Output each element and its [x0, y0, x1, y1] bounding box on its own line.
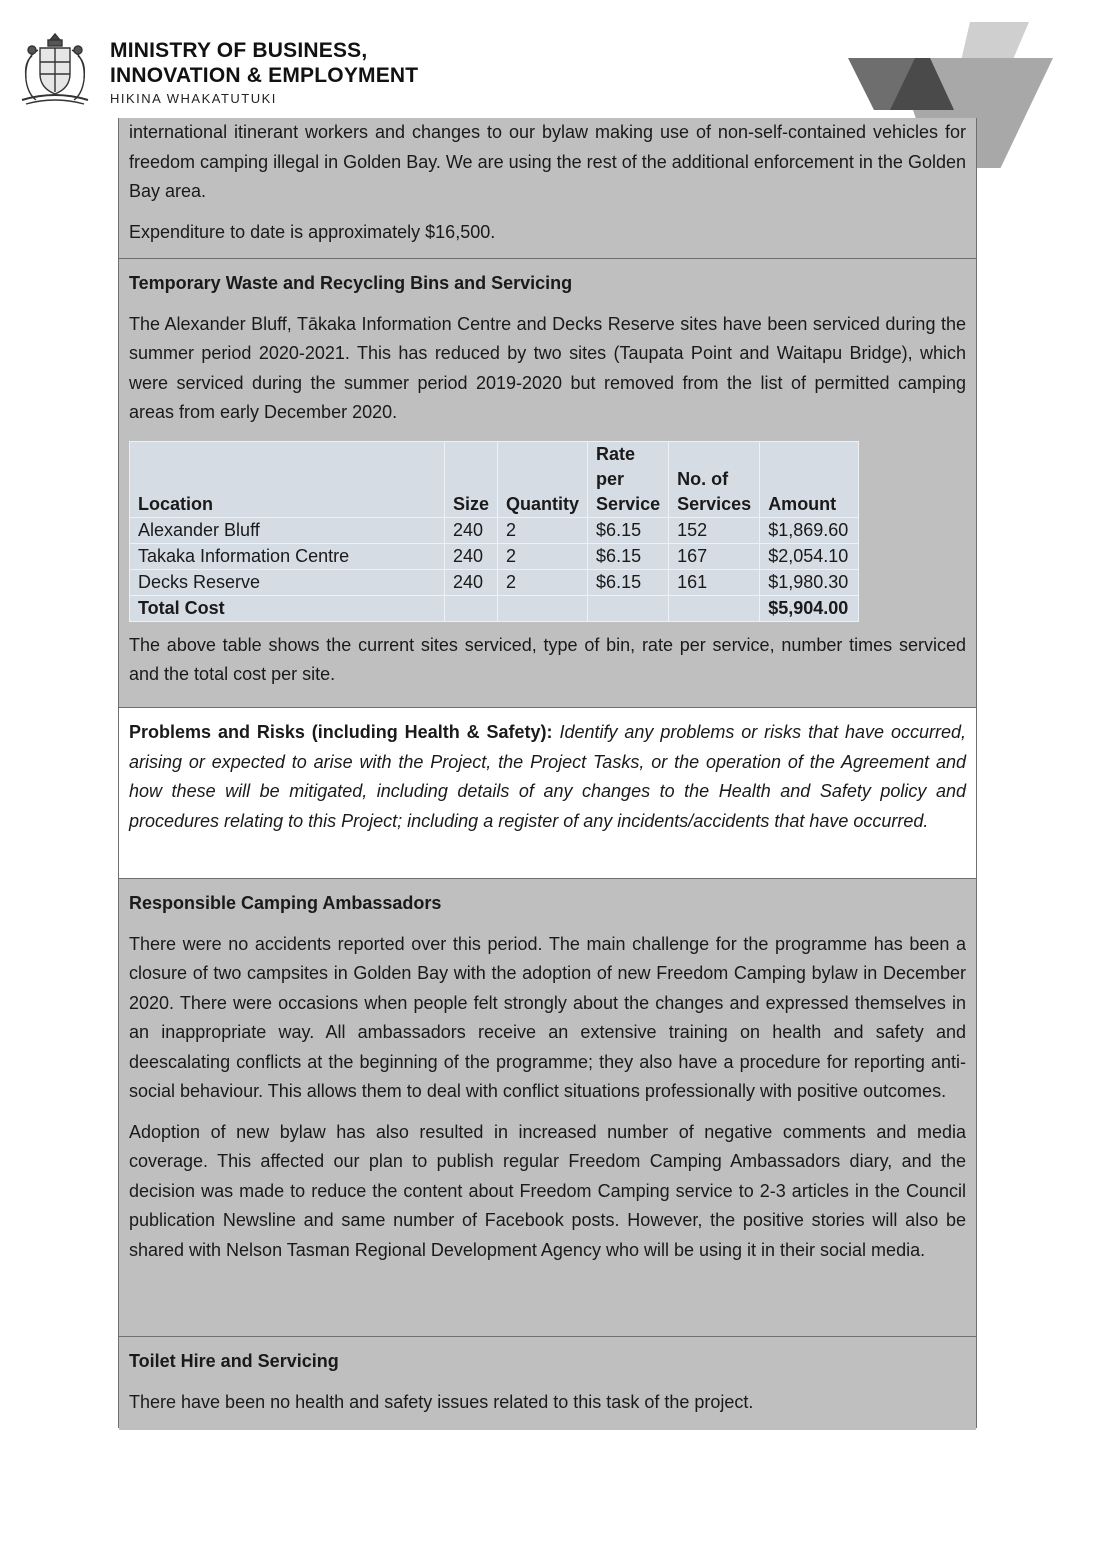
col-rate-line1: Rate [596, 443, 636, 464]
nz-coat-of-arms-icon [12, 30, 98, 110]
col-rate-line3: Service [596, 493, 661, 514]
table-row [130, 569, 859, 595]
expenditure-text: Expenditure to date is approximately $16,500. [129, 221, 496, 242]
page-header [0, 0, 1093, 118]
problems-text [129, 718, 966, 836]
ambassadors-section [119, 879, 976, 1337]
table-caption: The above table shows the current sites serviced, type of bin, rate per service, number times serviced and the total cost per site. [129, 634, 966, 684]
toilet-section [119, 1337, 976, 1430]
cell-size: 240 [445, 517, 498, 543]
cell-services: 152 [669, 517, 760, 543]
cell-quantity: 2 [498, 543, 588, 569]
table-total-row [130, 595, 859, 621]
toilet-paragraph: There have been no health and safety issues related to this task of the project. [129, 1391, 754, 1412]
col-rate-line2: per [596, 468, 625, 489]
waste-paragraph: The Alexander Bluff, Tākaka Information Centre and Decks Reserve sites have been serviced during the summer period 2020-2021. This has reduced by two sites (Taupata Point and Waitapu Bridge), which were serviced during the summer period 2019-2020 but removed from the list of permitted camping areas from early December 2020. [129, 313, 966, 422]
cell-rate: $6.15 [588, 543, 669, 569]
col-amount: Amount [760, 441, 859, 517]
cell-amount: $1,980.30 [760, 569, 859, 595]
cell-services: 167 [669, 543, 760, 569]
ambassadors-paragraph-2: Adoption of new bylaw has also resulted in increased number of negative comments and media coverage. This affected our plan to publish regular Freedom Camping Ambassadors diary, and the decision was made to reduce the content about Freedom Camping service to 2-3 articles in the Council publication Newsline and same number of Facebook posts. However, the positive stories will also be shared with Nelson Tasman Regional Development Agency who will be using it in their social media. [129, 1121, 966, 1260]
cell-location: Takaka Information Centre [130, 543, 445, 569]
org-name-line2: INNOVATION & EMPLOYMENT [110, 64, 419, 87]
problems-instruction: Identify any problems or risks that have occurred, arising or expected to arise with the Project, the Project Tasks, or the operation of the Agreement and how these will be mitigated, including details of any changes to the Health and Safety policy and procedures relating to this Project; including a register of any incidents/accidents that have occurred. [129, 722, 966, 831]
problems-label: Problems and Risks (including Health & Safety): [129, 722, 553, 742]
report-table [118, 118, 977, 1428]
table-row [130, 543, 859, 569]
org-maori-name: HIKINA WHAKATUTUKI [110, 91, 277, 106]
cell-rate: $6.15 [588, 517, 669, 543]
col-services-line2: Services [677, 493, 752, 514]
cell-size: 240 [445, 569, 498, 595]
col-services [669, 441, 760, 517]
ambassadors-heading: Responsible Camping Ambassadors [129, 893, 442, 913]
col-size: Size [445, 441, 498, 517]
col-services-line1: No. of [677, 468, 729, 489]
waste-heading: Temporary Waste and Recycling Bins and Servicing [129, 273, 573, 293]
table-row [130, 517, 859, 543]
org-name-line1: MINISTRY OF BUSINESS, [110, 39, 368, 62]
ambassadors-paragraph-1: There were no accidents reported over this period. The main challenge for the programme has been a closure of two campsites in Golden Bay with the adoption of new Freedom Camping bylaw in December 2020. There were occasions when people felt strongly about the changes and expressed themselves in an inappropriate way. All ambassadors receive an extensive training on health and safety and deescalating conflicts at the beginning of the programme; they also have a procedure for reporting anti-social behaviour. This allows them to deal with conflict situations professionally with positive outcomes. [129, 933, 966, 1101]
problems-section [119, 708, 976, 879]
col-location: Location [130, 441, 445, 517]
ministry-wordmark [110, 38, 418, 106]
waste-section [119, 259, 976, 708]
bin-cost-table [129, 441, 859, 622]
cell-location: Decks Reserve [130, 569, 445, 595]
cell-rate: $6.15 [588, 569, 669, 595]
total-label: Total Cost [130, 595, 445, 621]
cell-amount: $1,869.60 [760, 517, 859, 543]
col-quantity: Quantity [498, 441, 588, 517]
cell-location: Alexander Bluff [130, 517, 445, 543]
intro-paragraph: international itinerant workers and changes to our bylaw making use of non-self-contained vehicles for freedom camping illegal in Golden Bay. We are using the rest of the additional enforcement in the Golden Bay area. [129, 122, 966, 201]
cell-quantity: 2 [498, 569, 588, 595]
intro-section [119, 118, 976, 259]
total-amount: $5,904.00 [760, 595, 859, 621]
table-header-row [130, 441, 859, 517]
col-rate [588, 441, 669, 517]
toilet-heading: Toilet Hire and Servicing [129, 1351, 339, 1371]
cell-services: 161 [669, 569, 760, 595]
cell-size: 240 [445, 543, 498, 569]
cell-amount: $2,054.10 [760, 543, 859, 569]
cell-quantity: 2 [498, 517, 588, 543]
